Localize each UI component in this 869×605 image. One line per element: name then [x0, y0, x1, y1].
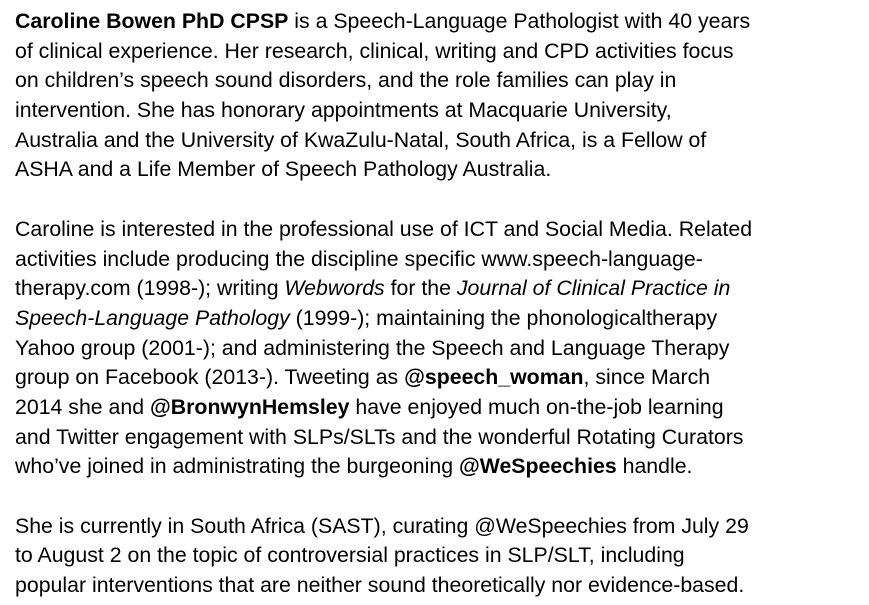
text-run: is a Speech-Language Pathologist with 40 years	[288, 9, 751, 33]
text-line: of clinical experience. Her research, clinical, writing and CPD activities focus	[15, 38, 734, 63]
paragraph-spacer	[15, 185, 865, 215]
text-line	[15, 304, 865, 334]
text-run: 2014 she and	[15, 394, 150, 419]
text-run: (1999-); maintaining the phonologicaltherapy	[289, 305, 718, 330]
text-run: who’ve joined in administrating the burgeoning	[15, 454, 459, 479]
bio-paragraph-3	[15, 512, 865, 601]
bio-document	[15, 7, 865, 601]
text-run: therapy.com (1998-); writing	[15, 276, 285, 301]
text-run: , since March	[583, 365, 711, 390]
text-line: to August 2 on the topic of controversial practices in SLP/SLT, including	[15, 543, 685, 568]
journal-title: Speech-Language Pathology	[15, 305, 290, 330]
bio-paragraph-2	[15, 215, 865, 482]
text-line	[15, 274, 865, 304]
twitter-handle-bronwyn-hemsley: @BronwynHemsley	[150, 394, 350, 419]
text-line: She is currently in South Africa (SAST), curating @WeSpeechies from July 29	[15, 513, 749, 538]
twitter-handle-wespeechies: @WeSpeechies	[458, 454, 617, 479]
text-line	[15, 363, 865, 393]
text-line	[15, 393, 865, 423]
text-line: activities include producing the discipline specific www.speech-language-	[15, 246, 703, 271]
text-line: intervention. She has honorary appointments at Macquarie University,	[15, 98, 672, 123]
text-line: popular interventions that are neither sound theoretically nor evidence-based.	[15, 573, 745, 598]
text-run: group on Facebook (2013-). Tweeting as	[15, 365, 405, 390]
journal-title: Journal of Clinical Practice in	[456, 276, 731, 301]
bio-paragraph-1	[15, 7, 865, 185]
text-line: Yahoo group (2001-); and administering the Speech and Language Therapy	[15, 335, 730, 360]
text-line	[15, 7, 865, 37]
text-run: have enjoyed much on-the-job learning	[349, 394, 724, 419]
twitter-handle-speech-woman: @speech_woman	[404, 365, 584, 390]
webwords-title: Webwords	[284, 276, 385, 301]
author-name: Caroline Bowen PhD CPSP	[15, 9, 289, 33]
text-line: and Twitter engagement with SLPs/SLTs and the wonderful Rotating Curators	[15, 424, 744, 449]
text-line: Australia and the University of KwaZulu-Natal, South Africa, is a Fellow of	[15, 127, 707, 152]
text-run: for the	[384, 276, 457, 301]
text-run: handle.	[616, 454, 693, 479]
paragraph-spacer	[15, 482, 865, 512]
text-line: ASHA and a Life Member of Speech Pathology Australia.	[15, 157, 552, 182]
text-line	[15, 452, 865, 482]
text-line: on children’s speech sound disorders, and the role families can play in	[15, 68, 677, 93]
text-line: Caroline is interested in the professional use of ICT and Social Media. Related	[15, 216, 753, 241]
